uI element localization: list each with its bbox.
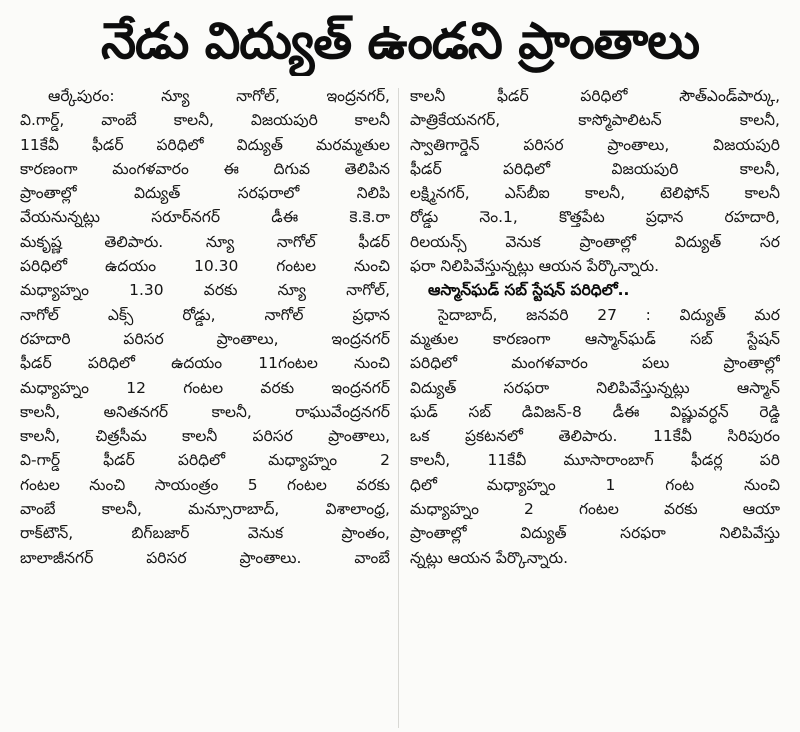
section-subheading: ఆస్మాన్‌ఘడ్ సబ్ స్టేషన్ పరిధిలో.. (428, 281, 630, 300)
article-line: న్నట్లు ఆయన పేర్కొన్నారు. (410, 548, 569, 567)
article-line: లక్ష్మినగర్, ఎస్‌బీఐ కాలనీ, టెలిఫోన్ కాలనీ (410, 184, 780, 203)
article-line: మ్మతుల కారణంగా ఆస్మాన్‌ఘడ్ సబ్ స్టేషన్ (410, 329, 780, 348)
article-line: ఘడ్ సబ్ డివిజన్-8 డీఈ విష్ణువర్ధన్ రెడ్డి (410, 402, 780, 421)
article-line: ఒక ప్రకటనలో తెలిపారు. 11కేవీ సిరిపురం (410, 427, 780, 446)
article-line: బాలాజీనగర్ పరిసర ప్రాంతాలు. వాంబే (20, 548, 390, 567)
article-line: గంటల నుంచి సాయంత్రం 5 గంటల వరకు (20, 475, 390, 494)
article-line: మధ్యాహ్నం 1.30 వరకు న్యూ నాగోల్, (20, 281, 390, 300)
article-line: ఫరా నిలిపివేస్తున్నట్లు ఆయన పేర్కొన్నారు. (410, 257, 660, 276)
article-line: 11కేవీ ఫీడర్ పరిధిలో విద్యుత్ మరమ్మతుల (20, 135, 390, 154)
article-line: వేయనున్నట్లు సరూర్‌నగర్ డీఈ కె.కె.రా (20, 208, 390, 227)
article-line: కాలనీ, 11కేవీ మూసారాంబాగ్ ఫీడర్ల పరి (410, 451, 780, 470)
left-column (20, 84, 390, 570)
article-line: వి.గార్డ్, వాంబే కాలనీ, విజయపురి కాలనీ (20, 111, 390, 130)
article-line: వి-గార్డ్ ఫీడర్ పరిధిలో మధ్యాహ్నం 2 (20, 451, 390, 470)
article-line: పాత్రికేయనగర్, కాస్మోపాలిటన్ కాలనీ, (410, 111, 780, 130)
article-line: కాలనీ, అనితనగర్ కాలనీ, రాఘువేంద్రనగర్ (20, 402, 390, 421)
article-line: ఆర్కేపురం: న్యూ నాగోల్, ఇంద్రనగర్, (48, 87, 390, 105)
article-line: రిలయన్స్ వెనుక ప్రాంతాల్లో విద్యుత్ సర (410, 232, 780, 251)
column-divider (398, 88, 399, 728)
article-line: ప్రాంతాల్లో విద్యుత్ సరఫరా నిలిపివేస్తు (410, 524, 780, 543)
article-line: ప్రాంతాల్లో విద్యుత్ సరఫరాలో నిలిపి (20, 184, 390, 203)
headline: నేడు విద్యుత్ ఉండని ప్రాంతాలు (100, 12, 700, 70)
article-line: రాక్‌టౌన్, బిగ్‌బజార్ వెనుక ప్రాంతం, (20, 524, 390, 543)
article-line: సైదాబాద్, జనవరి 27 : విద్యుత్ మర (438, 305, 780, 324)
article-line: ఫీడర్ పరిధిలో విజయపురి కాలనీ, (410, 159, 780, 178)
article-line: ఫీడర్ పరిధిలో ఉదయం 11గంటల నుంచి (20, 354, 390, 373)
article-line: కారణంగా మంగళవారం ఈ దిగువ తెలిపిన (20, 159, 390, 178)
article-line: కాలనీ ఫీడర్ పరిధిలో సౌత్‌ఎండ్‌పార్కు, (410, 87, 780, 105)
article-line: నాగోల్ ఎక్స్ రోడ్డు, నాగోల్ ప్రధాన (20, 305, 390, 324)
article-line: స్వాతిగార్డెన్ పరిసర ప్రాంతాలు, విజయపురి (410, 135, 780, 154)
article-line: ధిలో మధ్యాహ్నం 1 గంట నుంచి (410, 475, 780, 494)
right-column (410, 84, 780, 570)
article-line: పరిధిలో మంగళవారం పలు ప్రాంతాల్లో (410, 354, 780, 373)
article-line: మధ్యాహ్నం 12 గంటల వరకు ఇంద్రనగర్ (20, 378, 390, 397)
article-line: పరిధిలో ఉదయం 10.30 గంటల నుంచి (20, 257, 390, 276)
article-line: కాలనీ, చిత్రసీమ కాలనీ పరిసర ప్రాంతాలు, (20, 427, 390, 446)
article-line: రహదారి పరిసర ప్రాంతాలు, ఇంద్రనగర్ (20, 329, 390, 348)
article-line: మధ్యాహ్నం 2 గంటల వరకు ఆయా (410, 500, 780, 519)
article-line: రోడ్డు నెం.1, కొత్తపేట ప్రధాన రహదారి, (410, 208, 780, 227)
article-line: మకృష్ణ తెలిపారు. న్యూ నాగోల్ ఫీడర్ (20, 232, 390, 251)
article-line: వాంబే కాలనీ, మన్సూరాబాద్, విశాలాంధ్ర, (20, 500, 390, 519)
article-line: విద్యుత్ సరఫరా నిలిపివేస్తున్నట్లు ఆస్మాన్ (410, 378, 780, 397)
